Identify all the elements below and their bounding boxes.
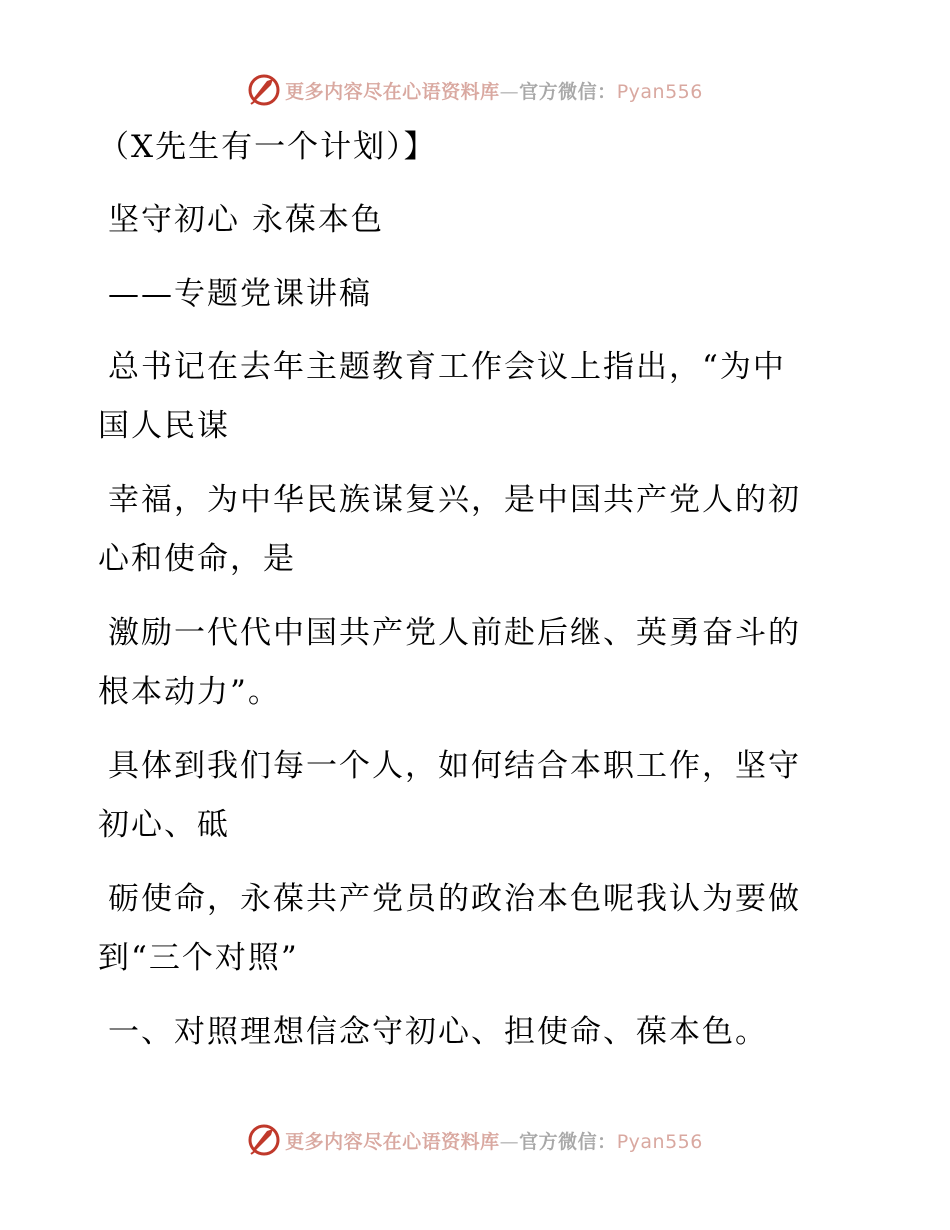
watermark-wechat-label: 官方微信： <box>519 80 617 103</box>
doc-line: 总书记在去年主题教育工作会议上指出，“为中 <box>108 349 786 385</box>
watermark-wechat-id: Pyan556 <box>616 1130 703 1153</box>
header-watermark <box>0 70 950 110</box>
doc-title: 坚守初心 永葆本色 <box>108 202 384 238</box>
footer-watermark <box>0 1120 950 1160</box>
doc-subtitle: ——专题党课讲稿 <box>108 276 372 312</box>
doc-line: 根本动力”。 <box>98 674 281 710</box>
watermark-main: 更多内容尽在心语资料库 <box>285 1130 500 1153</box>
doc-line: 心和使命，是 <box>98 541 296 577</box>
watermark-separator: — <box>499 80 520 103</box>
watermark-wechat-label: 官方微信： <box>519 1130 617 1153</box>
doc-heading: 一、对照理想信念守初心、担使命、葆本色。 <box>108 1014 768 1050</box>
watermark-text <box>285 77 703 104</box>
quill-logo-icon <box>247 73 281 107</box>
doc-line: 砺使命，永葆共产党员的政治本色呢我认为要做 <box>108 881 801 917</box>
doc-line: （X先生有一个计划）】 <box>98 129 437 165</box>
watermark-wechat-id: Pyan556 <box>616 80 703 103</box>
quill-logo-icon <box>247 1123 281 1157</box>
doc-line: 国人民谋 <box>98 408 230 444</box>
doc-line: 幸福，为中华民族谋复兴，是中国共产党人的初 <box>108 482 801 518</box>
watermark-text <box>285 1127 703 1154</box>
doc-line: 到“三个对照” <box>98 940 299 976</box>
watermark-separator: — <box>499 1130 520 1153</box>
doc-line: 具体到我们每一个人，如何结合本职工作，坚守 <box>108 748 801 784</box>
doc-line: 初心、砥 <box>98 807 230 843</box>
doc-line: 激励一代代中国共产党人前赴后继、英勇奋斗的 <box>108 615 801 651</box>
watermark-main: 更多内容尽在心语资料库 <box>285 80 500 103</box>
